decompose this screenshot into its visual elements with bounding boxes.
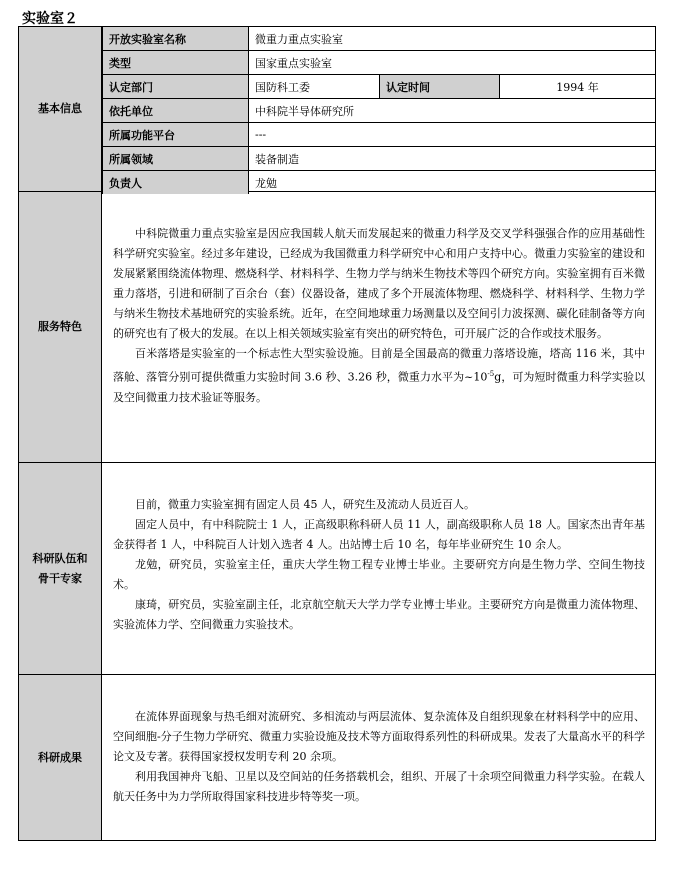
field-key: 开放实验室名称: [103, 27, 249, 51]
lab-info-table: [18, 26, 656, 841]
table-row: [103, 99, 656, 123]
superscript: -5: [487, 370, 495, 378]
service-section: [19, 192, 655, 463]
team-label: 科研队伍和骨干专家: [19, 463, 102, 674]
table-row: [103, 171, 656, 195]
field-key: 类型: [103, 51, 249, 75]
table-row: [103, 75, 656, 99]
field-value: 1994 年: [500, 75, 656, 99]
field-key: 负责人: [103, 171, 249, 195]
paragraph: 利用我国神舟飞船、卫星以及空间站的任务搭载机会，组织、开展了十余项空间微重力科学实验。在载人航天任务中为力学所取得国家科技进步特等奖一项。: [113, 770, 645, 803]
results-text: [113, 707, 645, 807]
paragraph: [113, 344, 645, 408]
field-value: 国防科工委: [249, 75, 380, 99]
field-key: 认定部门: [103, 75, 249, 99]
field-value: 龙勉: [249, 171, 656, 195]
paragraph: 康琦，研究员，实验室副主任，北京航空航天大学力学专业博士毕业。主要研究方向是微重力流体物理、实验流体力学、空间微重力实验技术。: [113, 598, 645, 631]
basic-info-label: 基本信息: [19, 27, 102, 191]
paragraph: 在流体界面现象与热毛细对流研究、多相流动与两层流体、复杂流体及自组织现象在材料科学中的应用、空间细胞-分子生物力学研究、微重力实验设施及技术等方面取得系列性的科研成果。发表了大量高水平的科学论文及专著。获得国家授权发明专利 20 余项。: [113, 710, 645, 763]
table-row: [103, 51, 656, 75]
basic-info-grid: [102, 27, 655, 194]
field-value: 国家重点实验室: [249, 51, 656, 75]
results-label: 科研成果: [19, 675, 102, 840]
field-value: ---: [249, 123, 656, 147]
field-key: 所属功能平台: [103, 123, 249, 147]
paragraph: 中科院微重力重点实验室是因应我国载人航天而发展起来的微重力科学及交叉学科强强合作的应用基础性科学研究实验室。经过多年建设，已经成为我国微重力科学研究中心和用户支持中心。微重力实验室的建设和发展紧紧围绕流体物理、燃烧科学、材料科学、生物力学与纳米生物技术等四个研究方向。实验室拥有百米微重力落塔，引进和研制了百余台（套）仪器设备，建成了多个开展流体物理、燃烧科学、材料科学、生物力学与纳米生物技术基地研究的实验系统。近年，在空间地球重力场测量以及空间引力波探测、碳化硅制备等方向的研究也有了极大的发展。在以上相关领域实验室有突出的研究特色，可开展广泛的合作或技术服务。: [113, 227, 645, 340]
paragraph: 固定人员中，有中科院院士 1 人，正高级职称科研人员 11 人，副高级职称人员 18 人。国家杰出青年基金获得者 1 人，中科院百人计划入选者 4 人。出站博士后 10 名，每年毕业研究生 10 余人。: [113, 518, 645, 551]
paragraph: 龙勉，研究员，实验室主任，重庆大学生物工程专业博士毕业。主要研究方向是生物力学、空间生物技术。: [113, 558, 645, 591]
team-section: [19, 463, 655, 675]
field-value: 微重力重点实验室: [249, 27, 656, 51]
team-text: [113, 495, 645, 635]
table-row: [103, 147, 656, 171]
service-text: [113, 224, 645, 408]
field-value: 装备制造: [249, 147, 656, 171]
field-key: 认定时间: [380, 75, 500, 99]
paragraph-part: g，可为短时微重力科学实验以及空间微重力技术验证等服务。: [113, 370, 645, 404]
basic-info-section: [19, 27, 655, 192]
paragraph: 目前，微重力实验室拥有固定人员 45 人，研究生及流动人员近百人。: [135, 498, 475, 511]
field-value: 中科院半导体研究所: [249, 99, 656, 123]
paragraph-part: 百米落塔是实验室的一个标志性大型实验设施。目前是全国最高的微重力落塔设施，塔高 116 米，其中落舱、落管分别可提供微重力实验时间 3.6 秒、3.26 秒，微重力水平为~10: [113, 347, 645, 384]
table-row: [103, 27, 656, 51]
results-section: [19, 675, 655, 840]
table-row: [103, 123, 656, 147]
field-key: 所属领域: [103, 147, 249, 171]
field-key: 依托单位: [103, 99, 249, 123]
service-label: 服务特色: [19, 192, 102, 462]
page-title: 实验室２: [22, 11, 78, 27]
